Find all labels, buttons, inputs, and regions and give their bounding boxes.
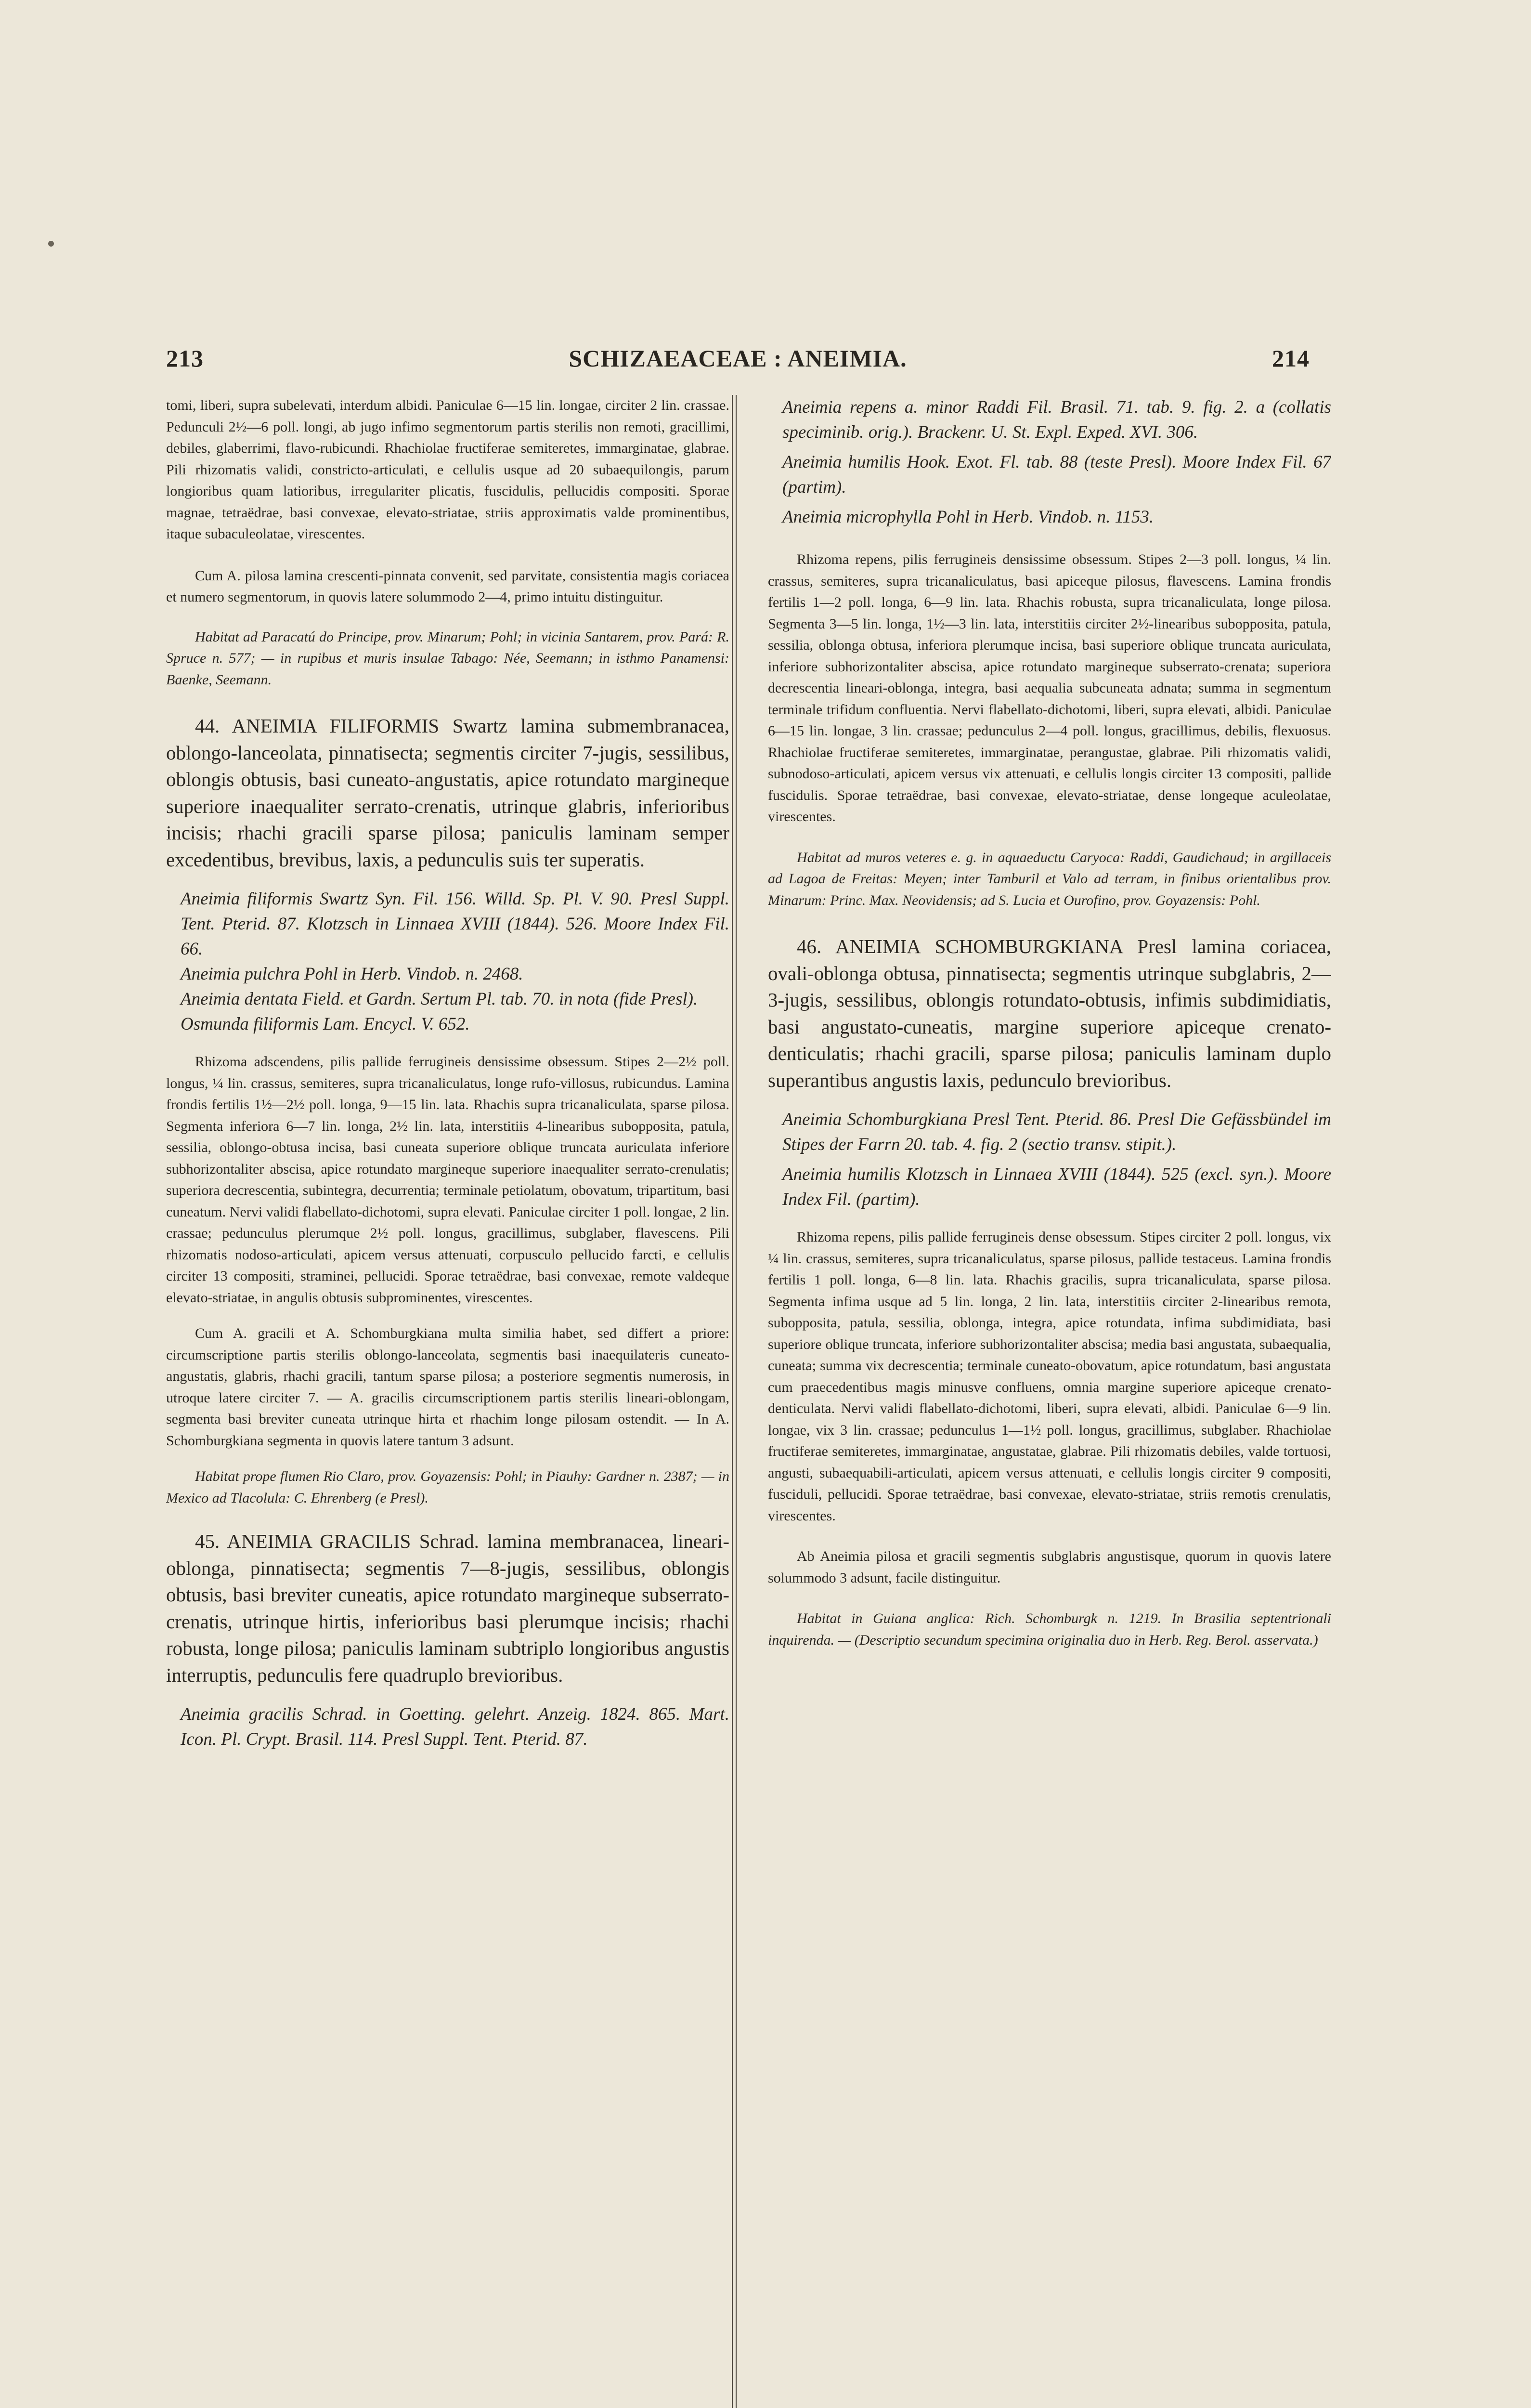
left-column	[166, 395, 729, 2408]
synonym-line: Aneimia microphylla Pohl in Herb. Vindob. n. 1153.	[782, 507, 1154, 527]
habitat-paragraph: Habitat ad Paracatú do Principe, prov. Minarum; Pohl; in vicinia Santarem, prov. Pará: R. Spruce n. 577; — in rupibus et muris insulae Tabago: Née, Seemann; in isthmo Panamensi: Baenke, Seemann.	[166, 628, 729, 688]
synonym-line: Aneimia dentata Field. et Gardn. Sertum Pl. tab. 70. in nota (fide Presl).	[181, 989, 698, 1009]
comparison-paragraph: Cum A. pilosa lamina crescenti-pinnata convenit, sed parvitate, consistentia magis coriacea et numero segmentorum, in quovis latere solummodo 2—4, primo intuitu distinguitur.	[166, 567, 729, 605]
species-heading-44: 44. ANEIMIA FILIFORMIS Swartz lamina submembranacea, oblongo-lanceolata, pinnatisecta; segmentis circiter 7-jugis, sessilibus, oblongis obtusis, basi cuneato-angustatis, apice rotundato margineque superiore inaequaliter serrato-crenatis, utrinque glabris, inferioribus incisis; rhachi gracili sparse pilosa; paniculis laminam semper excedentibus, brevibus, laxis, a pedunculis suis ter superatis.	[166, 715, 729, 871]
synonym-line: Aneimia gracilis Schrad. in Goetting. gelehrt. Anzeig. 1824. 865. Mart. Icon. Pl. Crypt. Brasil. 114. Presl Suppl. Tent. Pterid. 87.	[181, 1704, 729, 1749]
species-heading-45: 45. ANEIMIA GRACILIS Schrad. lamina membranacea, lineari-oblonga, pinnatisecta; segmentis 7—8-jugis, sessilibus, oblongis obtusis, basi breviter cuneatis, apice rotundato margineque subserrato-crenatis, utrinque hirtis, inferioribus basi plerumque incisis; rhachi robusta, longe pilosa; paniculis laminam subtriplo longioribus angustis interruptis, pedunculis fere quadruplo brevioribus.	[166, 1530, 729, 1686]
page-number-right: 214	[1272, 345, 1310, 372]
comparison-paragraph: Ab Aneimia pilosa et gracili segmentis subglabris angustisque, quorum in quovis latere solummodo 3 adsunt, facile distinguitur.	[768, 1548, 1331, 1586]
margin-mark	[48, 241, 54, 247]
synonym-line: Aneimia repens a. minor Raddi Fil. Brasil. 71. tab. 9. fig. 2. a (collatis speciminib. orig.). Brackenr. U. St. Expl. Exped. XVI. 306.	[782, 397, 1331, 442]
synonym-line: Aneimia Schomburgkiana Presl Tent. Pterid. 86. Presl Die Gefässbündel im Stipes der Farrn 20. tab. 4. fig. 2 (sectio transv. stipit.).	[782, 1110, 1331, 1154]
synonym-line: Osmunda filiformis Lam. Encycl. V. 652.	[181, 1014, 470, 1034]
habitat-paragraph: Habitat in Guiana anglica: Rich. Schomburgk n. 1219. In Brasilia septentrionali inquirenda. — (Descriptio secundum specimina originalia duo in Herb. Reg. Berol. asservata.)	[768, 1610, 1331, 1648]
synonym-line: Aneimia filiformis Swartz Syn. Fil. 156. Willd. Sp. Pl. V. 90. Presl Suppl. Tent. Pterid. 87. Klotzsch in Linnaea XVIII (1844). 526. Moore Index Fil. 66.	[181, 889, 729, 959]
right-column	[768, 395, 1331, 2408]
page-number-left: 213	[166, 345, 204, 372]
species-heading-46: 46. ANEIMIA SCHOMBURGKIANA Presl lamina coriacea, ovali-oblonga obtusa, pinnatisecta; segmentis utrinque subglabris, 2—3-jugis, sessilibus, oblongis rotundato-obtusis, infimis subdimidiatis, basi angustato-cuneatis, margine superiore apiceque crenato-denticulatis; rhachi gracili, sparse pilosa; paniculis laminam duplo superantibus angustis laxis, pedunculo brevioribus.	[768, 935, 1331, 1091]
synonym-line: Aneimia pulchra Pohl in Herb. Vindob. n. 2468.	[181, 964, 523, 984]
comparison-paragraph: Cum A. gracili et A. Schomburgkiana multa similia habet, sed differt a priore: circumscriptione partis sterilis oblongo-lanceolata, segmentis basi inaequilateris cuneato-angustatis, glabris, rhachi gracili, tantum sparse pilosa; a posteriore segmentis numerosis, in utroque latere circiter 7. — A. gracilis circumscriptionem partis sterilis lineari-oblongam, segmenta basi breviter cuneata utrinque hirta et rhachim longe pilosam ostendit. — In A. Schomburgkiana segmenta in quovis latere tantum 3 adsunt.	[166, 1325, 729, 1449]
description-paragraph: Rhizoma repens, pilis ferrugineis densissime obsessum. Stipes 2—3 poll. longus, ¼ lin. crassus, semiteres, supra tricanaliculatus, basi apiceque pilosus, flavescens. Lamina frondis fertilis 1—2 poll. longa, 6—9 lin. lata. Rhachis robusta, supra tricanaliculata, longe pilosa. Segmenta 3—5 lin. longa, 1½—3 lin. lata, interstitiis circiter 2½-linearibus subopposita, patula, sessilia, oblonga obtusa, inferiora plerumque incisa, basi superiore oblique truncata auriculata, inferiore subhorizontaliter abscisa, apice rotundato margineque subserrato-crenata; superiora decrescentia lineari-oblonga, integra, basi aequalia subcuneata adnata; summa in segmentum terminale trifidum confluentia. Nervi flabellato-dichotomi, liberi, supra elevati, albidi. Paniculae 6—15 lin. longae, 3 lin. crassae; pedunculus 2—4 poll. longus, gracillimus, debilis, flexuosus. Rhachiolae fructiferae semiteretes, immarginatae, perangustae, glabrae. Pili rhizomatis validi, subnodoso-articulati, apicem versus vix attenuati, e cellulis longis circiter 13 compositi, pallide fuscidulis. Sporae tetraëdrae, basi convexae, elevato-striatae, dense longeque aculeolatae, virescentes.	[768, 551, 1331, 824]
description-paragraph: Rhizoma adscendens, pilis pallide ferrugineis densissime obsessum. Stipes 2—2½ poll. longus, ¼ lin. crassus, semiteres, supra tricanaliculatus, longe rufo-villosus, rubicundus. Lamina frondis fertilis 1½—2½ poll. longa, 9—15 lin. lata. Rhachis supra tricanaliculata, sparse pilosa. Segmenta inferiora 6—7 lin. longa, 2½ lin. lata, interstitiis 4-linearibus subopposita, patula, sessilia, oblongo-obtusa incisa, basi cuneata superiore oblique truncata auriculata inferiore subhorizontaliter abscisa, apice rotundato margineque superiore inaequaliter serrato-crenulatis; superiora decrescentia, subintegra, decurrentia; terminale petiolatum, obovatum, tripartitum, basi cuneatum. Nervi validi flabellato-dichotomi, supra elevati. Paniculae circiter 1 poll. longae, 2 lin. crassae; pedunculus plerumque 2½ poll. longus, gracillimus, subglaber, flavescens. Pili rhizomatis nodoso-articulati, apicem versus attenuati, corpusculo pellucido farcti, e cellulis circiter 13 compositi, straminei, pellucidi. Sporae tetraëdrae, basi convexae, remote valdeque elevato-striatae, in angulis obtusis subprominentes, virescentes.	[166, 1054, 729, 1306]
synonym-line: Aneimia humilis Klotzsch in Linnaea XVIII (1844). 525 (excl. syn.). Moore Index Fil. (partim).	[782, 1165, 1331, 1209]
description-paragraph: tomi, liberi, supra subelevati, interdum albidi. Paniculae 6—15 lin. longae, circiter 2 lin. crassae. Pedunculi 2½—6 poll. longi, ab jugo infimo segmentorum partis sterilis non remoti, gracillimi, debiles, glaberrimi, flavo-rubicundi. Rhachiolae fructiferae semiteretes, immarginatae, glabrae. Pili rhizomatis validi, constricto-articulati, e cellulis usque ad 20 subaequilongis, parum longioribus quam latioribus, irregulariter plicatis, fuscidulis, pellucidis compositi. Sporae magnae, tetraëdrae, basi convexae, elevato-striatae, striis approximatis valde prominentibus, itaque subaculeolatae, virescentes.	[166, 397, 729, 542]
description-paragraph: Rhizoma repens, pilis pallide ferrugineis dense obsessum. Stipes circiter 2 poll. longus, vix ¼ lin. crassus, semiteres, supra tricanaliculatus, sparse pilosus, pallide testaceus. Lamina frondis fertilis 1 poll. longa, 6—8 lin. lata. Rhachis gracilis, supra tricanaliculata, sparse pilosa. Segmenta infima usque ad 5 lin. longa, 2 lin. lata, interstitiis circiter 2-linearibus remota, subopposita, patula, sessilia, oblonga, integra, apice rotundata, infima subdimidiata, basi superiore oblique truncata, inferiore subhorizontaliter abscisa; media basi angustata, subaequalia, cuneata; summa vix decrescentia; terminale cuneato-obovatum, apice rotundatum, basi angustata cum praecedentibus magis minusve confluens, omnia margine superiore apiceque crenato-denticulata. Nervi validi flabellato-dichotomi, liberi, supra elevati, albidi. Paniculae 6—9 lin. longae, vix 3 lin. crassae; pedunculus 1—1½ poll. longus, gracillimus, subglaber. Rhachiolae fructiferae semiteretes, immarginatae, angustatae, glabrae. Pili rhizomatis debiles, valde tortuosi, angusti, subaequabili-articulati, apicem versus attenuati, e cellulis longis circiter 9 compositi, fusciduli, pellucidi. Sporae tetraëdrae, basi convexae, elevato-striatae, striis remotis crenulatis, virescentes.	[768, 1229, 1331, 1524]
habitat-paragraph: Habitat prope flumen Rio Claro, prov. Goyazensis: Pohl; in Piauhy: Gardner n. 2387; — in Mexico ad Tlacolula: C. Ehrenberg (e Presl).	[166, 1468, 729, 1506]
habitat-paragraph: Habitat ad muros veteres e. g. in aquaeductu Caryoca: Raddi, Gaudichaud; in argillaceis ad Lagoa de Freitas: Meyen; inter Tamburil et Valo ad terram, in finibus orientalibus prov. Minarum: Princ. Max. Neovidensis; ad S. Lucia et Ourofino, prov. Goyazensis: Pohl.	[768, 849, 1331, 908]
column-divider	[732, 395, 737, 2408]
running-header	[166, 340, 1310, 378]
synonym-line: Aneimia humilis Hook. Exot. Fl. tab. 88 (teste Presl). Moore Index Fil. 67 (partim).	[782, 452, 1331, 497]
running-title: SCHIZAEACEAE : ANEIMIA.	[569, 345, 907, 372]
